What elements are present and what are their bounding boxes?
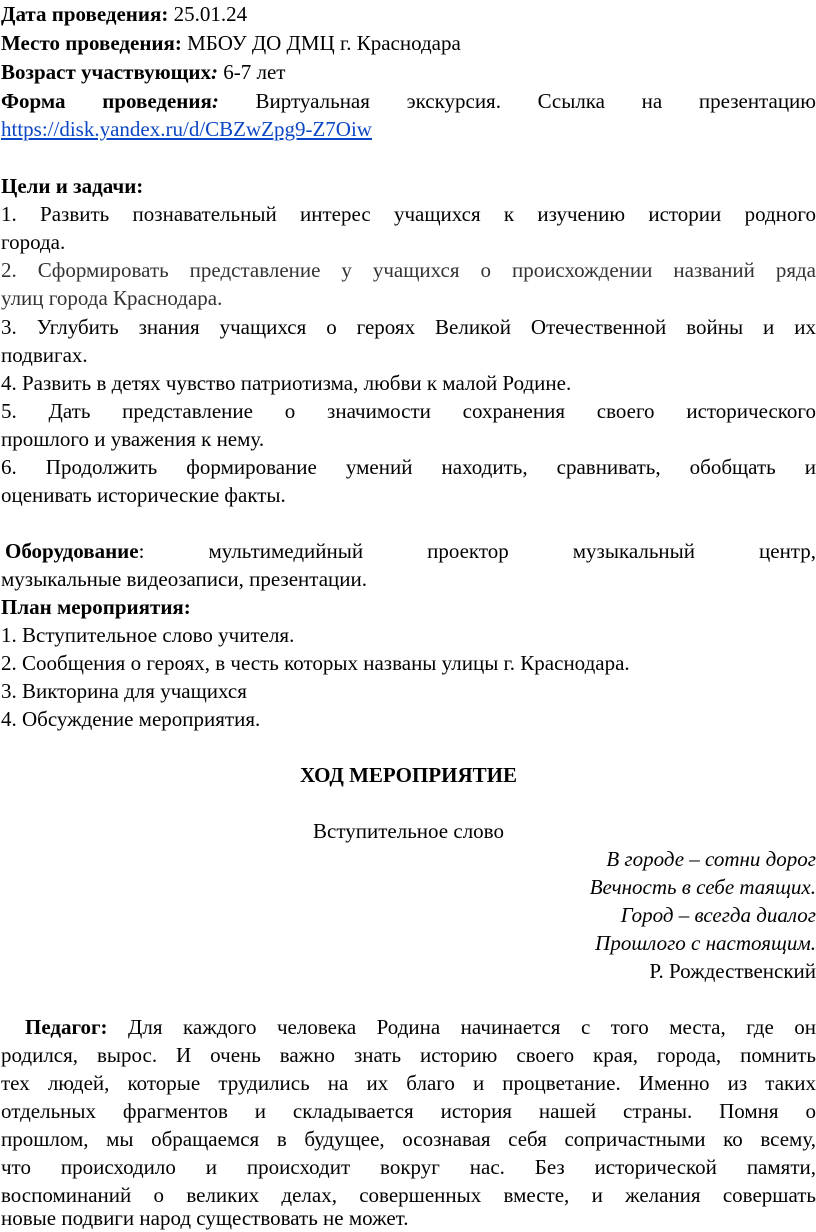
equipment-value: : мультимедийный проектор музыкальный центр, [138, 539, 816, 563]
goal-line: 5. Дать представление о значимости сохранения своего исторического [1, 399, 816, 423]
date-label: Дата проведения: [1, 2, 169, 26]
speech-line: новые подвиги народ существовать не может. [1, 1206, 409, 1230]
poem-line: В городе – сотни дорог [606, 847, 816, 871]
speech-text: Для каждого человека Родина начинается с того места, где он [107, 1015, 816, 1039]
equipment-label: Оборудование [5, 539, 139, 563]
speech-line: прошлом, мы обращаемся в будущее, осознавая себя сопричастными ко всему, [1, 1127, 816, 1151]
age-colon: : [211, 60, 218, 84]
speech-line [25, 1013, 816, 1041]
form-colon: : [211, 89, 219, 113]
poem-line: Вечность в себе таящих. [589, 875, 816, 899]
date-line [1, 0, 816, 28]
speech-line: родился, вырос. И очень важно знать историю своего края, города, помнить [1, 1043, 816, 1067]
plan-heading: План мероприятия: [1, 595, 191, 619]
presentation-link[interactable]: https://disk.yandex.ru/d/CBZwZpg9-Z7Oiw [1, 117, 372, 141]
poem-author: Р. Рождественский [649, 959, 816, 983]
age-value: 6-7 лет [218, 60, 286, 84]
place-value: МБОУ ДО ДМЦ г. Краснодара [181, 31, 461, 55]
equipment-line-2: музыкальные видеозаписи, презентации. [1, 567, 367, 591]
place-line [1, 29, 816, 57]
speech-line: воспоминаний о великих делах, совершенных вместе, и желания совершать [1, 1183, 816, 1207]
plan-item: 4. Обсуждение мероприятия. [1, 707, 261, 731]
form-line [1, 87, 816, 115]
plan-item: 2. Сообщения о героях, в честь которых названы улицы г. Краснодара. [1, 651, 630, 675]
course-subheading: Вступительное слово [313, 819, 504, 843]
goal-line: прошлого и уважения к нему. [1, 427, 265, 451]
goal-line: оценивать исторические факты. [1, 483, 286, 507]
goal-line: 4. Развить в детях чувство патриотизма, любви к малой Родине. [1, 371, 572, 395]
goal-line: города. [1, 230, 66, 254]
goal-line: подвигах. [1, 343, 88, 367]
speech-line: тех людей, которые трудились на их благо и процветание. Именно из таких [1, 1071, 816, 1095]
equipment-line [5, 537, 816, 565]
form-value: Виртуальная экскурсия. Ссылка на презентацию [218, 89, 816, 113]
speaker-label: Педагог: [25, 1015, 108, 1039]
goal-line: 2. Сформировать представление у учащихся о происхождении названий ряда [1, 258, 816, 282]
age-line [1, 58, 816, 86]
poem-line: Прошлого с настоящим. [595, 931, 816, 955]
course-heading: ХОД МЕРОПРИЯТИЕ [300, 763, 517, 787]
plan-item: 1. Вступительное слово учителя. [1, 623, 295, 647]
age-label: Возраст участвующих [1, 60, 211, 84]
date-value: 25.01.24 [168, 2, 248, 26]
speech-line: отдельных фрагментов и складывается история нашей страны. Помня о [1, 1099, 816, 1123]
goal-line: 1. Развить познавательный интерес учащихся к изучению истории родного [1, 202, 816, 226]
plan-item: 3. Викторина для учащихся [1, 679, 247, 703]
goal-line: 3. Углубить знания учащихся о героях Великой Отечественной войны и их [1, 315, 816, 339]
presentation-link-line [1, 115, 816, 143]
goal-line: улиц города Краснодара. [1, 286, 223, 310]
place-label: Место проведения: [1, 31, 182, 55]
goals-heading: Цели и задачи: [1, 174, 144, 198]
form-label: Форма проведения [1, 89, 212, 113]
goal-line: 6. Продолжить формирование умений находить, сравнивать, обобщать и [1, 455, 816, 479]
poem-line: Город – всегда диалог [620, 903, 816, 927]
speech-line: что происходило и происходит вокруг нас. Без исторической памяти, [1, 1155, 816, 1179]
